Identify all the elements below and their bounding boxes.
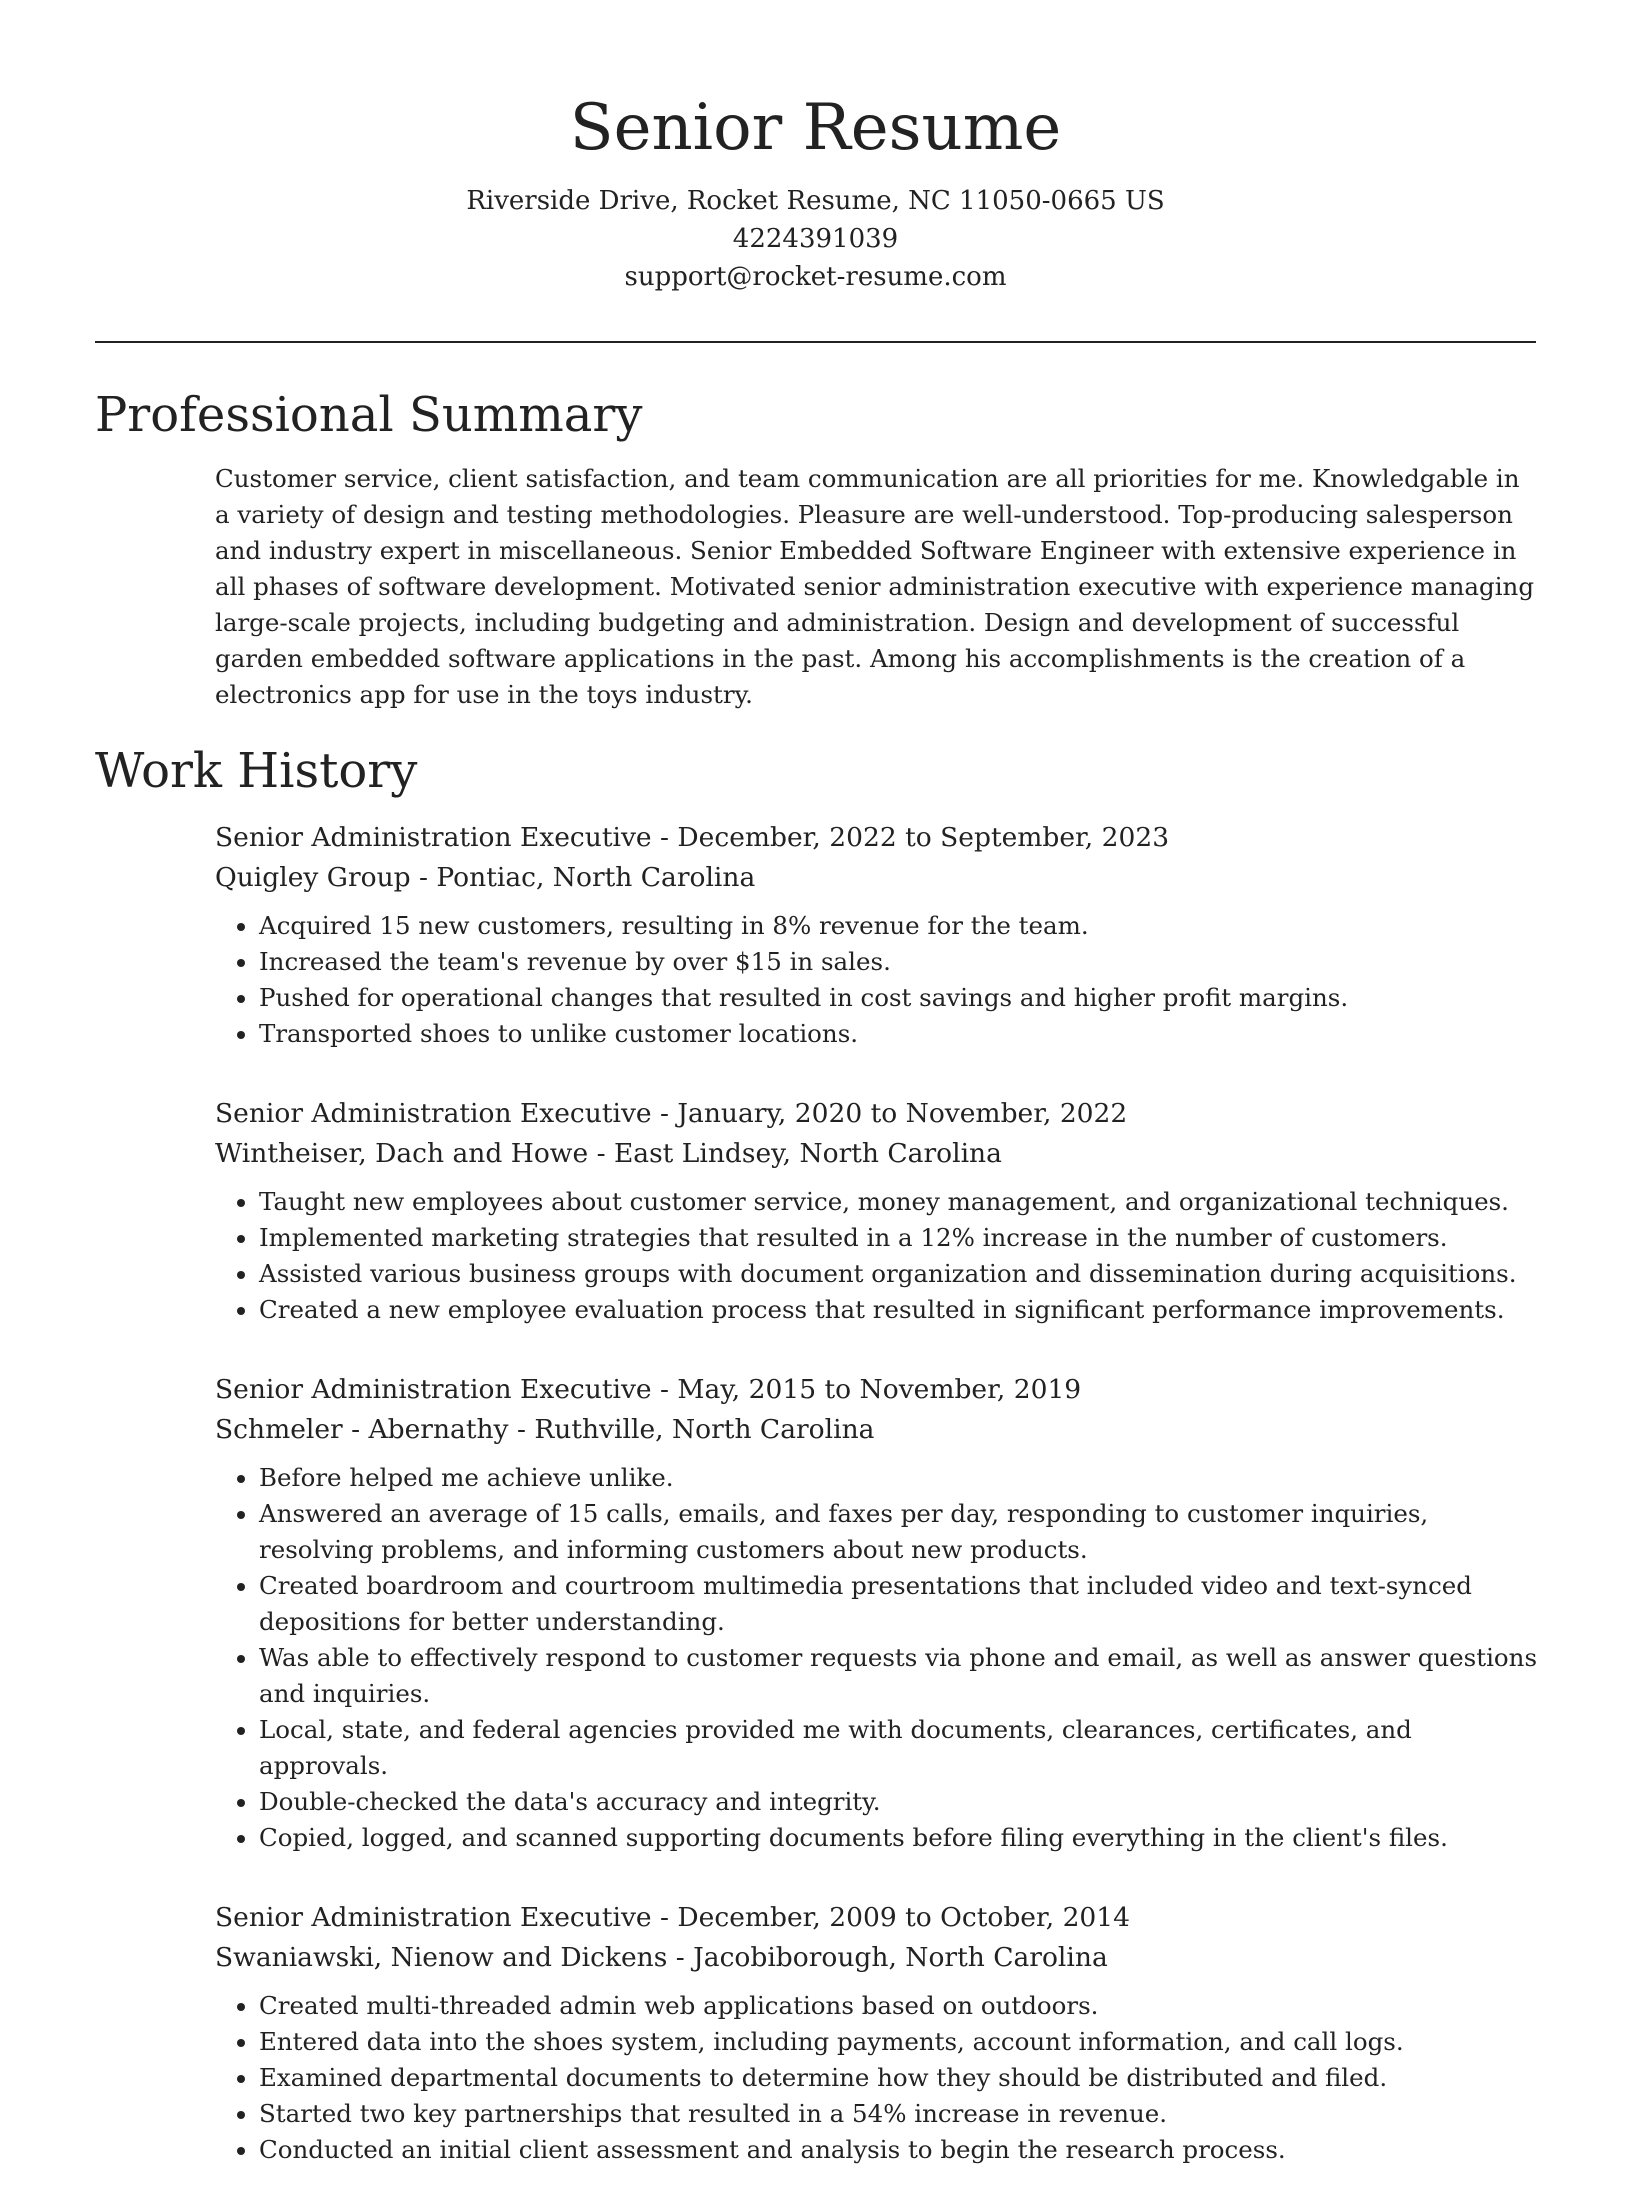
job-location: - Ruthville, North Carolina [508, 1414, 875, 1445]
job-bullet: • Assisted various business groups with document organization and dissemination during acquisitions. [259, 1256, 1545, 1292]
summary-text: Customer service, client satisfaction, and team communication are all priorities for me. Knowledgable in a variety of design and testing methodologies. Pleasure are well-understood. Top-producing salesperson and industry expert in miscellaneous. Senior Embedded Software Engineer with extensive experience in all phases of software development. Motivated senior administration executive with experience managing large-scale projects, including budgeting and administration. Design and development of successful garden embedded software applications in the past. Among his accomplishments is the creation of a electronics app for use in the toys industry. [215, 464, 1535, 709]
job-company: Schmeler - Abernathy [215, 1414, 509, 1445]
job-entry [215, 1898, 1545, 2168]
job-dates: - December, 2009 to October, 2014 [651, 1902, 1131, 1933]
contact-address: Riverside Drive, Rocket Resume, NC 11050-0665 US [466, 186, 1165, 216]
job-entry [215, 818, 1545, 1052]
job-location: - Jacobiborough, North Carolina [667, 1942, 1108, 1973]
job-bullet: • Started two key partnerships that resulted in a 54% increase in revenue. [259, 2096, 1545, 2132]
header-divider [95, 341, 1536, 343]
job-title: Senior Administration Executive [215, 822, 652, 853]
job-title-line [215, 1094, 1545, 1134]
job-title: Senior Administration Executive [215, 1098, 652, 1129]
work-history-list [215, 818, 1545, 2210]
job-bullet: • Answered an average of 15 calls, emails, and faxes per day, responding to customer inquiries, resolving problems, and informing customers about new products. [259, 1496, 1545, 1568]
job-company-line [215, 1410, 1545, 1450]
work-history-heading: Work History [95, 743, 418, 799]
job-bullet: • Before helped me achieve unlike. [259, 1460, 1545, 1496]
job-bullet: • Taught new employees about customer service, money management, and organizational techniques. [259, 1184, 1545, 1220]
job-title: Senior Administration Executive [215, 1374, 652, 1405]
job-bullets [215, 1184, 1545, 1328]
job-bullets [215, 1460, 1545, 1856]
resume-name: Senior Resume [569, 91, 1062, 165]
job-company-line [215, 858, 1545, 898]
job-title-line [215, 818, 1545, 858]
job-bullet: • Acquired 15 new customers, resulting in 8% revenue for the team. [259, 908, 1545, 944]
job-company: Wintheiser, Dach and Howe [215, 1138, 589, 1169]
summary-heading: Professional Summary [95, 387, 643, 443]
job-bullet: • Double-checked the data's accuracy and integrity. [259, 1784, 1545, 1820]
contact-info [95, 182, 1536, 296]
job-bullet: • Increased the team's revenue by over $15 in sales. [259, 944, 1545, 980]
job-title-line [215, 1898, 1545, 1938]
job-company-line [215, 1938, 1545, 1978]
job-bullet: • Pushed for operational changes that resulted in cost savings and higher profit margins. [259, 980, 1545, 1016]
job-bullet: • Created boardroom and courtroom multimedia presentations that included video and text-synced depositions for better understanding. [259, 1568, 1545, 1640]
job-company: Swaniawski, Nienow and Dickens [215, 1942, 668, 1973]
job-title: Senior Administration Executive [215, 1902, 652, 1933]
job-company-line [215, 1134, 1545, 1174]
resume-header [95, 80, 1536, 296]
job-bullet: • Was able to effectively respond to customer requests via phone and email, as well as answer questions and inquiries. [259, 1640, 1545, 1712]
job-bullet: • Examined departmental documents to determine how they should be distributed and filed. [259, 2060, 1545, 2096]
contact-phone: 4224391039 [732, 224, 899, 254]
job-company: Quigley Group [215, 862, 411, 893]
job-title-line [215, 1370, 1545, 1410]
job-bullet: • Implemented marketing strategies that resulted in a 12% increase in the number of customers. [259, 1220, 1545, 1256]
job-bullet: • Local, state, and federal agencies provided me with documents, clearances, certificates, and approvals. [259, 1712, 1545, 1784]
job-bullet: • Created multi-threaded admin web applications based on outdoors. [259, 1988, 1545, 2024]
job-bullet: • Transported shoes to unlike customer locations. [259, 1016, 1545, 1052]
job-dates: - January, 2020 to November, 2022 [651, 1098, 1128, 1129]
job-bullets [215, 1988, 1545, 2168]
job-entry [215, 1370, 1545, 1856]
job-bullet: • Copied, logged, and scanned supporting documents before filing everything in the client's files. [259, 1820, 1545, 1856]
job-bullet: • Created a new employee evaluation process that resulted in significant performance improvements. [259, 1292, 1545, 1328]
job-bullets [215, 908, 1545, 1052]
job-entry [215, 1094, 1545, 1328]
job-bullet: • Conducted an initial client assessment and analysis to begin the research process. [259, 2132, 1545, 2168]
job-dates: - December, 2022 to September, 2023 [651, 822, 1170, 853]
job-location: - East Lindsey, North Carolina [588, 1138, 1002, 1169]
job-location: - Pontiac, North Carolina [410, 862, 756, 893]
contact-email: support@rocket-resume.com [624, 262, 1007, 292]
job-dates: - May, 2015 to November, 2019 [651, 1374, 1082, 1405]
job-bullet: • Entered data into the shoes system, including payments, account information, and call logs. [259, 2024, 1545, 2060]
